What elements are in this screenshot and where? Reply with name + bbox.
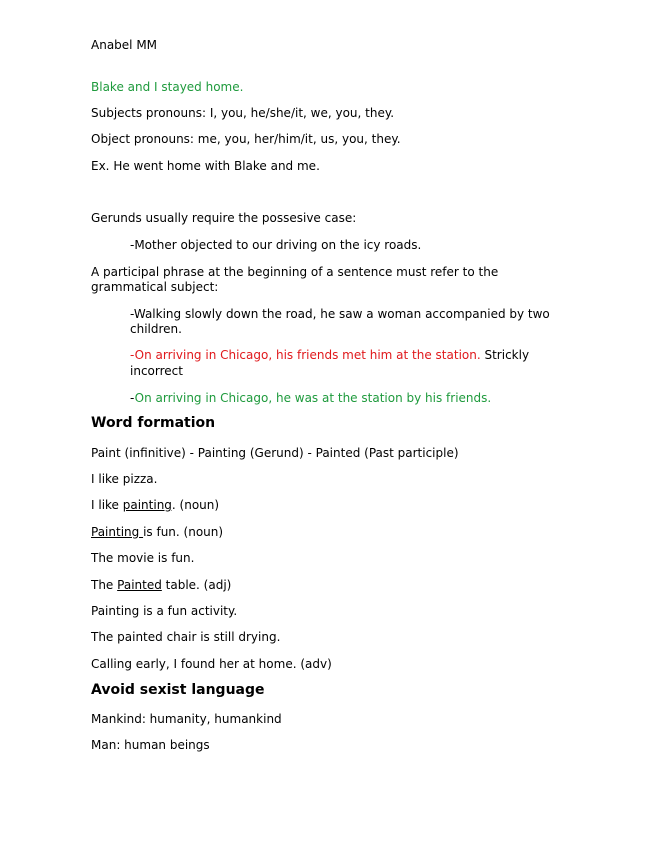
participial-example1-line1: -Walking slowly down the road, he saw a woman accompanied by two	[130, 307, 550, 321]
dash-red: -	[130, 348, 135, 362]
sexist-language-heading: Avoid sexist language	[91, 682, 265, 698]
example-like-painting	[91, 498, 219, 513]
example-movie: The movie is fun.	[91, 551, 195, 565]
underlined-painted: Painted	[117, 578, 162, 592]
participial-example2-line2: incorrect	[130, 364, 183, 378]
incorrect-note: Strickly	[480, 348, 530, 362]
dash: -	[130, 391, 135, 405]
word-forms: Paint (infinitive) - Painting (Gerund) - Painted (Past participle)	[91, 446, 459, 460]
example-painting-fun-post: is fun. (noun)	[143, 525, 224, 539]
mankind-alternatives: Mankind: humanity, humankind	[91, 712, 282, 726]
participial-rule-line2: grammatical subject:	[91, 280, 219, 294]
participial-example2-line1	[130, 348, 529, 363]
pronoun-example-green: Blake and I stayed home.	[91, 80, 244, 94]
author-name: Anabel MM	[91, 38, 158, 52]
participial-example3	[130, 391, 491, 406]
correct-example-green: On arriving in Chicago, he was at the station by his friends.	[134, 391, 492, 405]
word-formation-heading: Word formation	[91, 415, 216, 431]
object-pronouns: Object pronouns: me, you, her/him/it, us, you, they.	[91, 132, 401, 146]
underlined-painting-subject: Painting	[91, 525, 144, 539]
gerund-rule: Gerunds usually require the possesive case:	[91, 211, 357, 225]
example-painted-table-pre: The	[91, 578, 118, 592]
underlined-painting: painting	[122, 498, 172, 512]
example-calling-early: Calling early, I found her at home. (adv)	[91, 657, 332, 671]
example-painted-table	[91, 578, 231, 593]
man-alternatives: Man: human beings	[91, 738, 210, 752]
example-pizza: I like pizza.	[91, 472, 158, 486]
gerund-example: -Mother objected to our driving on the icy roads.	[130, 238, 422, 252]
participial-rule-line1: A participal phrase at the beginning of a sentence must refer to the	[91, 265, 499, 279]
participial-example1-line2: children.	[130, 322, 182, 336]
example-like-painting-pre: I like	[91, 498, 123, 512]
example-painting-fun	[91, 525, 223, 540]
example-painted-chair: The painted chair is still drying.	[91, 630, 281, 644]
subject-pronouns: Subjects pronouns: I, you, he/she/it, we, you, they.	[91, 106, 395, 120]
example-painted-table-post: table. (adj)	[161, 578, 232, 592]
incorrect-example-red: On arriving in Chicago, his friends met him at the station.	[134, 348, 481, 362]
example-fun-activity: Painting is a fun activity.	[91, 604, 238, 618]
pronoun-example: Ex. He went home with Blake and me.	[91, 159, 320, 173]
example-like-painting-post: . (noun)	[171, 498, 220, 512]
